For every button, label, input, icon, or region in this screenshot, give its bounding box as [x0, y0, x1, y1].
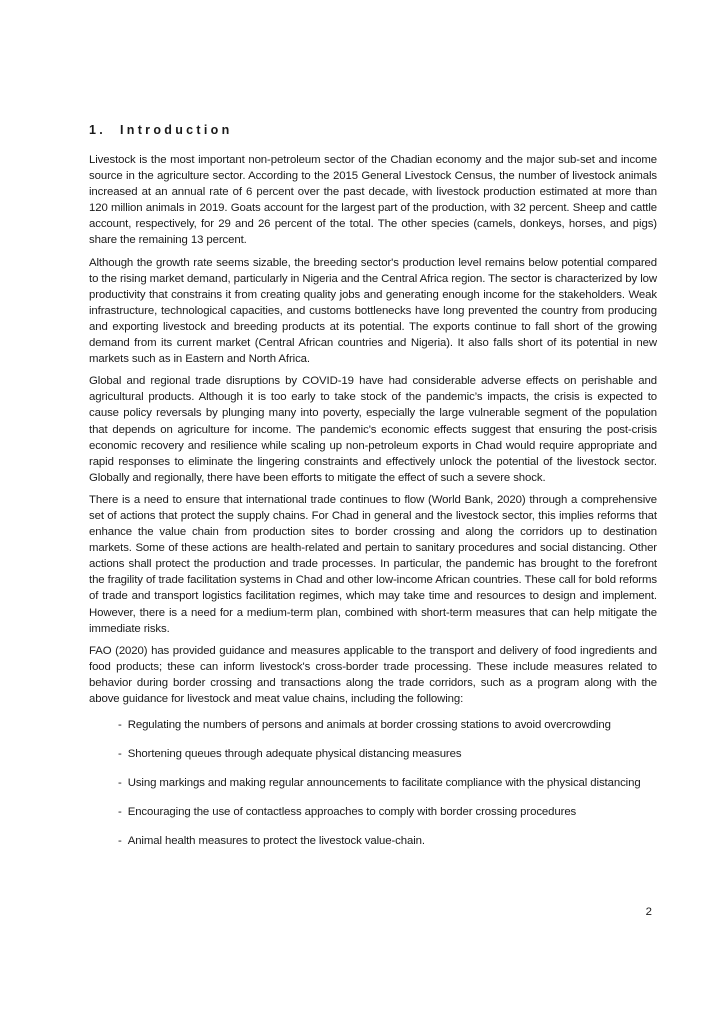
section-title: Introduction: [120, 123, 233, 137]
list-item-text: Encouraging the use of contactless approaches to comply with border crossing procedures: [127, 806, 577, 819]
list-item: [118, 775, 657, 791]
list-item-text: Shortening queues through adequate physical distancing measures: [127, 748, 462, 761]
list-item: [118, 717, 657, 733]
section-number: 1.: [89, 123, 107, 137]
bullet-marker: -: [118, 719, 122, 732]
paragraph-growth-potential: Although the growth rate seems sizable, the breeding sector's production level remains below potential compared to the rising market demand, particularly in Nigeria and the Central Africa region. The sector is characterized by low productivity that constrains it from creating quality jobs and generating enough income for the stakeholders. Weak infrastructure, technological capacities, and customs bottlenecks have long prevented the country from producing and exporting livestock and breeding products at its potential. The exports continue to fall short of the growing demand from its current market (Central African countries and Nigeria). It also falls short of its potential in new markets such as in Eastern and North Africa.: [89, 256, 657, 366]
list-item-text: Regulating the numbers of persons and animals at border crossing stations to avoid overcrowding: [127, 719, 611, 732]
section-heading: [89, 122, 657, 138]
bullet-marker: -: [118, 835, 122, 848]
list-item-text: Animal health measures to protect the livestock value-chain.: [127, 835, 425, 848]
list-item: [118, 833, 657, 849]
measures-list: [89, 717, 657, 849]
list-item: [118, 746, 657, 762]
page-number: 2: [645, 906, 652, 918]
paragraph-fao-guidance: FAO (2020) has provided guidance and measures applicable to the transport and delivery of food ingredients and food products; these can inform livestock's cross-border trade processing. These include measures related to behavior during border crossing and transactions along the trade corridors, such as a program along with the above guidance for livestock and meat value chains, including the following:: [89, 644, 657, 705]
bullet-marker: -: [118, 777, 122, 790]
bullet-marker: -: [118, 806, 122, 819]
list-item: [118, 804, 657, 820]
list-item-text: Using markings and making regular announcements to facilitate compliance with the physical distancing: [127, 777, 641, 790]
paragraph-livestock-overview: Livestock is the most important non-petroleum sector of the Chadian economy and the major sub-set and income source in the agriculture sector. According to the 2015 General Livestock Census, the number of livestock animals increased at an annual rate of 6 percent over the past decade, with livestock production estimated at more than 120 million animals in 2019. Goats account for the largest part of the production, with 32 percent. Sheep and cattle account, respectively, for 29 and 26 percent of the total. The other species (camels, donkeys, horses, and pigs) share the remaining 13 percent.: [89, 154, 657, 247]
paragraph-covid-impact: Global and regional trade disruptions by COVID-19 have had considerable adverse effects on perishable and agricultural products. Although it is too early to take stock of the pandemic’s impacts, the crisis is expected to cause policy reversals by plunging many into poverty, especially the large vulnerable segment of the population that depends on agriculture for income. The pandemic's economic effects suggest that ensuring the post-crisis economic recovery and resilience while scaling up non-petroleum exports in Chad would require appropriate and rapid responses to eliminate the lingering constraints and effectively unlock the potential of the livestock sector. Globally and regionally, there have been efforts to mitigate the effect of such a severe shock.: [89, 375, 657, 484]
paragraph-trade-flow: There is a need to ensure that international trade continues to flow (World Bank, 2020) through a comprehensive set of actions that protect the supply chains. For Chad in general and the livestock sector, this implies reforms that enhance the value chain from production sites to border crossing and along the corridors up to destination markets. Some of these actions are health-related and pertain to sanitary procedures and social distancing. Other actions shall protect the production and trade processes. In particular, the pandemic has brought to the forefront the fragility of trade facilitation systems in Chad and other low-income African countries. These call for bold reforms of trade and transport logistics facilitation regimes, which may take time and resources to design and implement. However, there is a need for a medium-term plan, combined with short-term measures that can help mitigate the immediate risks.: [89, 493, 657, 635]
bullet-marker: -: [118, 748, 122, 761]
document-page: [89, 122, 657, 863]
